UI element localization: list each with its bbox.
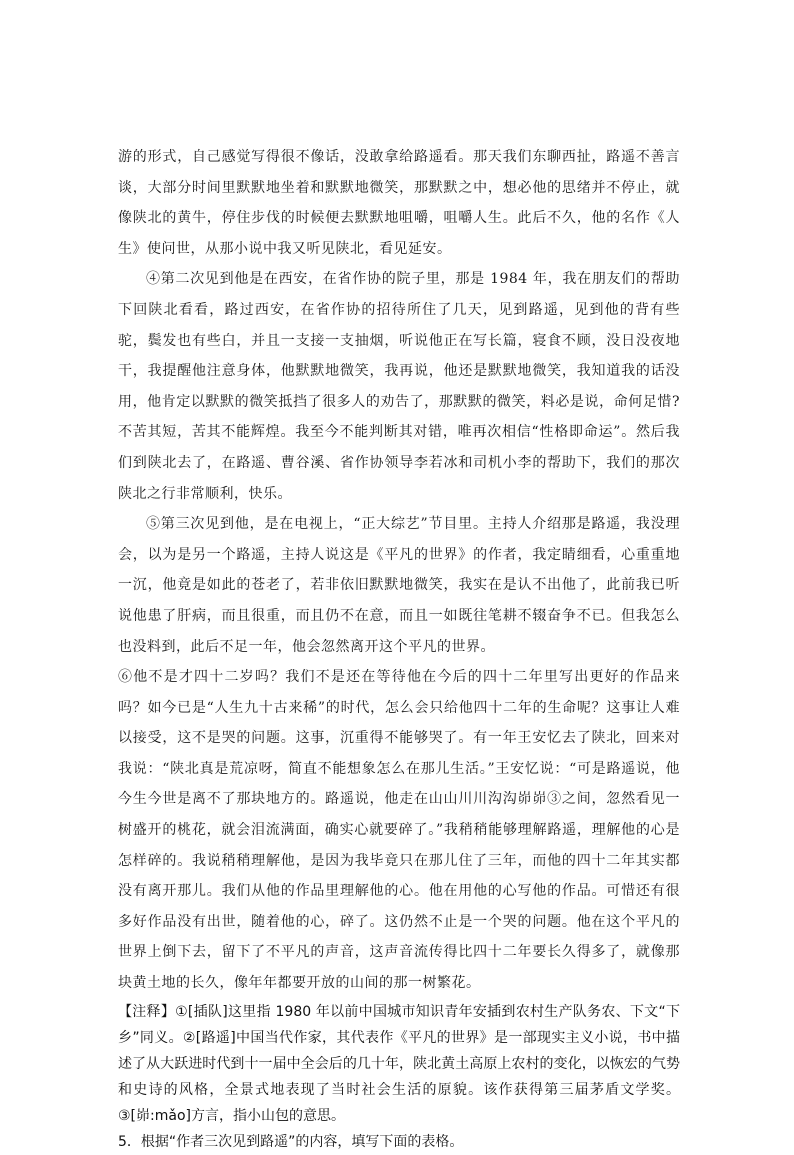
paragraph-continuation: 游的形式，自己感觉写得很不像话，没敢拿给路遥看。那天我们东聊西扯，路遥不善言谈，大部分时间里默默地坐着和默默地微笑，那默默之中，想必他的思绪并不停止，就像陕北的黄牛，停住步伐的时候便去默默地咀嚼，咀嚼人生。此后不久，他的名作《人生》使问世，从那小说中我又听见陕北，看见延安。 — [118, 149, 680, 257]
question-5: 5．根据“作者三次见到路遥”的内容，填写下面的表格。 — [118, 1133, 464, 1150]
paragraph-4: ④第二次见到他是在西安，在省作协的院子里，那是 1984 年，我在朋友们的帮助下回陕北看看，路过西安，在省作协的招待所住了几天，见到路遥，见到他的背有些驼，鬓发也有些白，并且一支接一支抽烟，听说他正在写长篇，寝食不顾，没日没夜地干，我提醒他注意身体，他默默地微笑，我再说，他还是默默地微笑，我知道我的话没用，他肯定以默默的微笑抵挡了很多人的劝告了，那默默的微笑，料必是说，命何足惜?不苦其短，苦其不能辉煌。我至今不能判断其对错，唯再次相信“性格即命运”。然后我们到陕北去了，在路遥、曹谷溪、省作协领导李若冰和司机小李的帮助下，我们的那次陕北之行非常顺利，快乐。 — [118, 271, 680, 502]
document-page — [118, 142, 680, 1155]
annotation-notes: 【注释】①[插队]这里指 1980 年以前中国城市知识青年安插到农村生产队务农、下文“下乡”同义。②[路遥]中国当代作家，其代表作《平凡的世界》是一部现实主义小说，书中描述了从大跃进时代到十一届中全会后的几十年，陕北黄土高原上农村的变化，以恢宏的气势和史诗的风格，全景式地表现了当时社会生活的原貌。该作获得第三届茅盾文学奖。③[峁:mǎo]方言，指小山包的意思。 — [118, 1003, 680, 1124]
paragraph-6: ⑥他不是才四十二岁吗？我们不是还在等待他在今后的四十二年里写出更好的作品来吗？如今已是“人生九十古来稀”的时代，怎么会只给他四十二年的生命呢？这事让人难以接受，这不是哭的问题。这事，沉重得不能够哭了。有一年王安忆去了陕北，回来对我说：“陕北真是荒凉呀，简直不能想象怎么在那儿生活。”王安忆说：“可是路遥说，他今生今世是离不了那块地方的。路遥说，他走在山山川川沟沟峁峁③之间，忽然看见一树盛开的桃花，就会泪流满面，确实心就要碎了。”我稍稍能够理解路遥，理解他的心是怎样碎的。我说稍稍理解他，是因为我毕竟只在那儿住了三年，而他的四十二年其实都没有离开那儿。我们从他的作品里理解他的心。他在用他的心写他的作品。可惜还有很多好作品没有出世，随着他的心，碎了。这仍然不止是一个哭的问题。他在这个平凡的世界上倒下去，留下了不平凡的声音，这声音流传得比四十二年要长久得多了，就像那块黄土地的长久，像年年都要开放的山间的那一树繁花。 — [118, 669, 680, 992]
paragraph-5: ⑤第三次见到他，是在电视上，“正大综艺”节目里。主持人介绍那是路遥，我没理会，以为是另一个路遥，主持人说这是《平凡的世界》的作者，我定睛细看，心重重地一沉，他竟是如此的苍老了，若非依旧默默地微笑，我实在是认不出他了，此前我已听说他患了肝病，而且很重，而且仍不在意，而且一如既往笔耕不辍奋争不已。但我怎么也没料到，此后不足一年，他会忽然离开这个平凡的世界。 — [118, 516, 680, 655]
